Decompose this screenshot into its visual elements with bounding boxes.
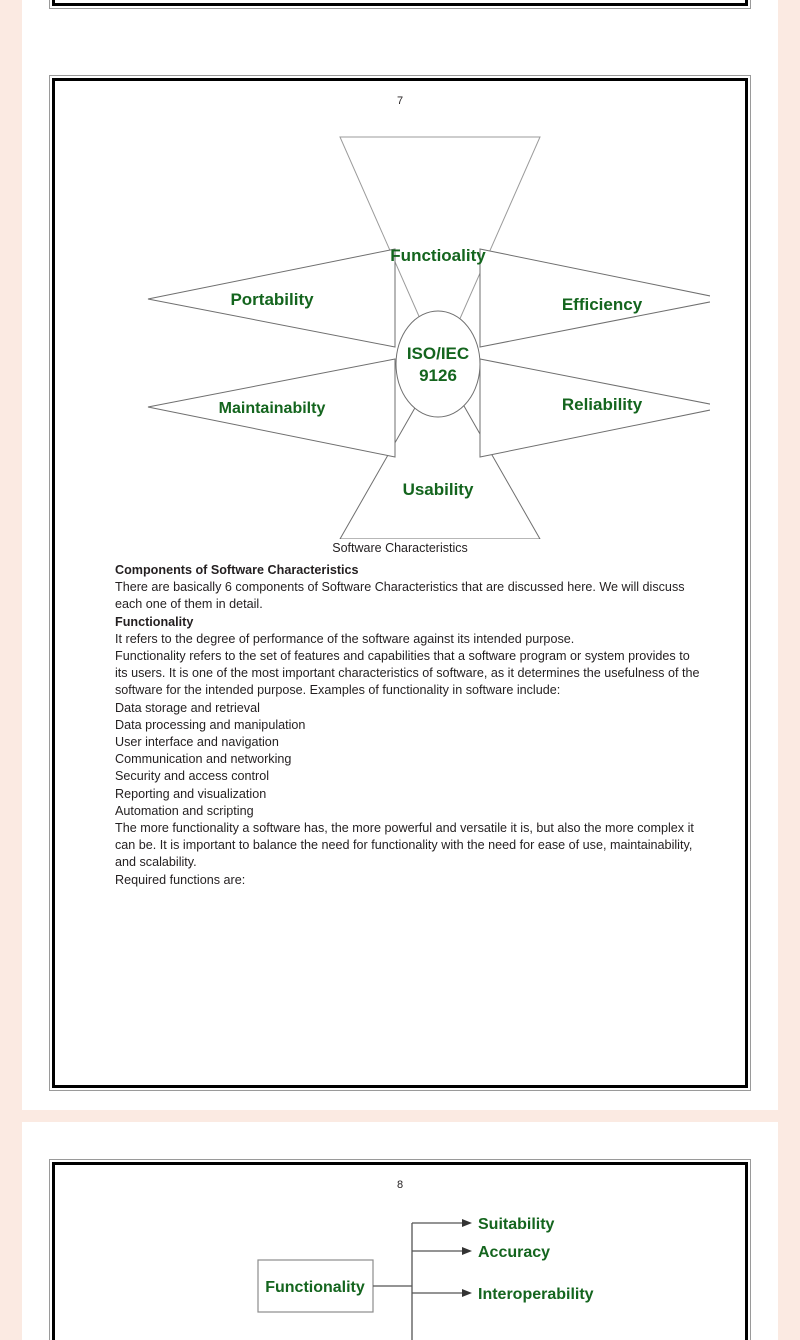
list-item: Automation and scripting (115, 803, 254, 818)
page-number-7: 7 (396, 95, 404, 107)
label-iso-iec: ISO/IEC (406, 344, 470, 363)
paragraph-features: Functionality refers to the set of features and capabilities that a software program or system provides to its users. It is one of the most important characteristics of software, as it determines the usefulness of the software for the intended purpose. Examples of functionality in software include: (115, 649, 700, 698)
heading-functionality: Functionality (115, 614, 194, 629)
tree-svg (90, 1205, 710, 1340)
arrowhead-icon (462, 1289, 472, 1297)
paragraph-intro: There are basically 6 components of Software Characteristics that are discussed here. We will discuss each one of them in detail. (115, 580, 685, 612)
list-item: User interface and navigation (115, 735, 279, 750)
label-functionality: Functioality (390, 246, 486, 265)
arrowhead-icon (462, 1247, 472, 1255)
tree-root-label: Functionality (265, 1279, 365, 1296)
label-efficiency: Efficiency (561, 295, 643, 314)
page-number-8: 8 (396, 1179, 404, 1191)
center-ellipse (396, 311, 480, 417)
label-9126: 9126 (419, 366, 457, 385)
heading-components: Components of Software Characteristics (115, 563, 359, 577)
list-item: Reporting and visualization (115, 786, 267, 801)
software-characteristics-diagram (55, 119, 745, 539)
functionality-tree-diagram (55, 1205, 745, 1340)
list-item: Communication and networking (115, 752, 292, 767)
arrowhead-icon (462, 1219, 472, 1227)
tree-label-suitability: Suitability (478, 1216, 555, 1233)
slide-clipped-previous (52, 0, 748, 6)
slide-7 (52, 78, 748, 1088)
paragraph-refers: It refers to the degree of performance of the software against its intended purpose. (115, 631, 575, 646)
tree-label-accuracy: Accuracy (478, 1244, 551, 1261)
paragraph-balance: The more functionality a software has, the more powerful and versatile it is, but also the more complex it can be. It is important to balance the need for functionality with the need for ease of use, maintainability, and scalability. (115, 821, 694, 870)
list-item: Data storage and retrieval (115, 700, 260, 715)
label-maintainability: Maintainabilty (218, 400, 326, 417)
diagram-svg (90, 119, 710, 539)
list-item: Security and access control (115, 769, 269, 784)
tree-label-interoperability: Interoperability (478, 1286, 594, 1303)
label-reliability: Reliability (561, 395, 643, 414)
diagram-caption: Software Characteristics (332, 541, 468, 555)
body-text (115, 562, 705, 889)
label-usability: Usability (402, 480, 474, 499)
paragraph-required: Required functions are: (115, 872, 246, 887)
slide-8 (52, 1162, 748, 1340)
label-portability: Portability (230, 290, 314, 309)
list-item: Data processing and manipulation (115, 717, 306, 732)
